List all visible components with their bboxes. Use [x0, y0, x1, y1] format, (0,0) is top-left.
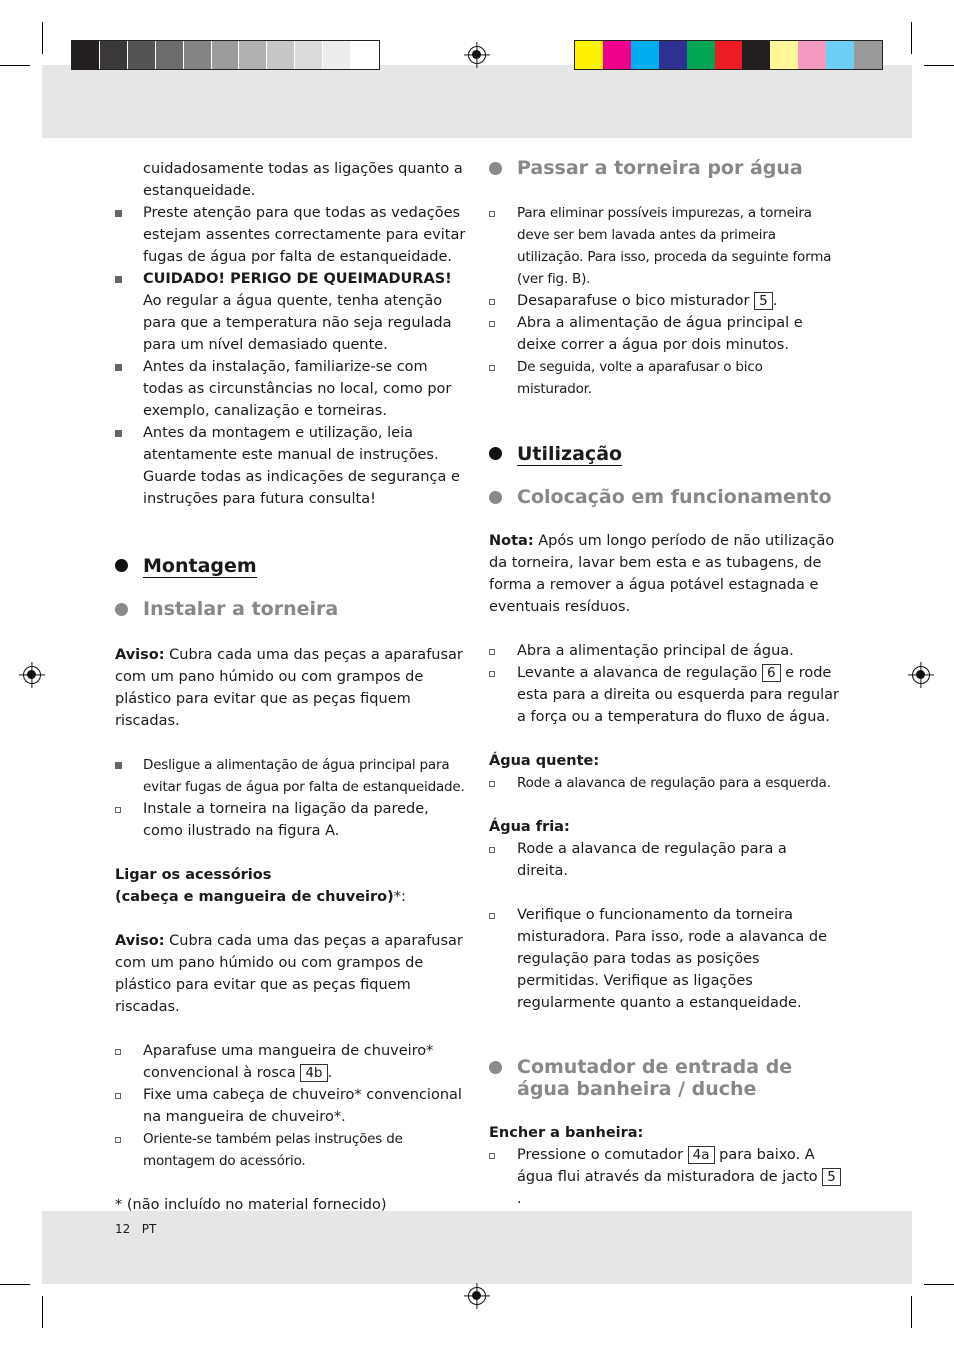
color-swatch	[770, 41, 798, 69]
checkbox-bullet-icon	[115, 1137, 121, 1143]
list-item: Levante a alavanca de regulação 6 e rode esta para a direita ou esquerda para regular a força ou a temperatura do fluxo de água.	[489, 662, 841, 728]
list-item: Rode a alavanca de regulação para a direita.	[489, 838, 841, 882]
list-item: Fixe uma cabeça de chuveiro* convencional na mangueira de chuveiro*.	[115, 1084, 467, 1128]
subheading-cold-water: Água fria:	[489, 819, 570, 835]
color-swatch	[659, 41, 687, 69]
crop-mark	[42, 1296, 43, 1328]
registration-mark-icon	[468, 46, 486, 64]
square-bullet-icon	[115, 364, 122, 371]
checkbox-bullet-icon	[489, 781, 495, 787]
figure-ref: 5	[822, 1168, 841, 1186]
crop-mark	[0, 1284, 30, 1285]
checkbox-bullet-icon	[115, 1093, 121, 1099]
list-item: Antes da instalação, familiarize-se com todas as circunstâncias no local, como por exemplo, canalização e torneiras.	[115, 356, 467, 422]
color-swatch	[631, 41, 659, 69]
crop-mark	[0, 65, 30, 66]
list-item: cuidadosamente todas as ligações quanto a estanqueidade.	[143, 161, 463, 199]
grey-swatch	[295, 41, 323, 69]
checkbox-bullet-icon	[115, 1049, 121, 1055]
header-band	[42, 65, 912, 138]
bullet-dot-icon	[489, 1061, 502, 1074]
crop-mark	[924, 1284, 954, 1285]
color-swatch	[798, 41, 826, 69]
checkbox-bullet-icon	[489, 1153, 495, 1159]
bullet-dot-icon	[489, 447, 502, 460]
figure-ref: 4b	[300, 1064, 327, 1082]
checkbox-bullet-icon	[489, 299, 495, 305]
color-swatch	[687, 41, 715, 69]
checkbox-bullet-icon	[489, 321, 495, 327]
square-bullet-icon	[115, 210, 122, 217]
list-item: De seguida, volte a aparafusar o bico misturador.	[489, 356, 841, 400]
list-item: Oriente-se também pelas instruções de montagem do acessório.	[115, 1128, 467, 1172]
language-code: PT	[141, 1222, 157, 1236]
bullet-dot-icon	[115, 603, 128, 616]
subsection-heading-comutador: Comutador de entrada de água banheira / duche	[489, 1056, 841, 1100]
square-bullet-icon	[115, 430, 122, 437]
color-swatch	[715, 41, 743, 69]
crop-mark	[42, 22, 43, 54]
figure-ref: 4a	[688, 1146, 715, 1164]
footnote: * (não incluído no material fornecido)	[115, 1197, 387, 1213]
list-item: Aparafuse uma mangueira de chuveiro* convencional à rosca 4b .	[115, 1040, 467, 1084]
list-item: Abra a alimentação principal de água.	[489, 640, 841, 662]
list-item: Abra a alimentação de água principal e deixe correr a água por dois minutos.	[489, 312, 841, 356]
grey-swatch	[156, 41, 184, 69]
checkbox-bullet-icon	[115, 807, 121, 813]
section-heading-utilizacao: Utilização	[489, 442, 841, 466]
checkbox-bullet-icon	[489, 211, 495, 217]
color-swatch	[854, 41, 882, 69]
list-item: Desaparafuse o bico misturador 5 .	[489, 290, 841, 312]
crop-mark	[911, 22, 912, 54]
subsection-heading-passar: Passar a torneira por água	[489, 157, 841, 179]
grey-swatch	[267, 41, 295, 69]
checkbox-bullet-icon	[489, 671, 495, 677]
figure-ref: 5	[754, 292, 773, 310]
warning-paragraph: Aviso: Cubra cada uma das peças a aparafusar com um pano húmido ou com grampos de plástico para evitar que as peças fiquem riscadas.	[115, 647, 463, 729]
footer-band	[42, 1211, 912, 1284]
crop-mark	[924, 65, 954, 66]
list-item: Pressione o comutador 4a para baixo. A água flui através da misturadora de jacto 5.	[489, 1144, 841, 1210]
grey-swatch	[212, 41, 240, 69]
checkbox-bullet-icon	[489, 847, 495, 853]
square-bullet-icon	[115, 762, 122, 769]
subheading-accessories: Ligar os acessórios (cabeça e mangueira de chuveiro)*:	[115, 867, 406, 905]
note-paragraph: Nota: Após um longo período de não utilização da torneira, lavar bem esta e as tubagens, de forma a remover a água potável estagnada e eventuais resíduos.	[489, 533, 835, 615]
grey-swatch-bar	[71, 40, 380, 70]
list-item: CUIDADO! PERIGO DE QUEIMADURAS! Ao regular a água quente, tenha atenção para que a temperatura não seja regulada para um nível demasiado quente.	[115, 268, 467, 356]
list-item: Antes da montagem e utilização, leia atentamente este manual de instruções. Guarde todas as indicações de segurança e instruções para futura consulta!	[115, 422, 467, 510]
checkbox-bullet-icon	[489, 365, 495, 371]
list-item: Instale a torneira na ligação da parede, como ilustrado na figura A.	[115, 798, 467, 842]
figure-ref: 6	[762, 664, 781, 682]
list-item: Desligue a alimentação de água principal para evitar fugas de água por falta de estanqueidade.	[115, 754, 467, 798]
registration-mark-icon	[468, 1287, 486, 1305]
warning-text: CUIDADO! PERIGO DE QUEIMADURAS!	[143, 271, 452, 287]
color-swatch	[826, 41, 854, 69]
registration-mark-icon	[23, 666, 41, 684]
section-heading-montagem: Montagem	[115, 554, 467, 578]
subsection-heading-instalar: Instalar a torneira	[115, 598, 467, 620]
checkbox-bullet-icon	[489, 913, 495, 919]
warning-paragraph: Aviso: Cubra cada uma das peças a aparafusar com um pano húmido ou com grampos de plástico para evitar que as peças fiquem riscadas.	[115, 933, 463, 1015]
checkbox-bullet-icon	[489, 649, 495, 655]
grey-swatch	[100, 41, 128, 69]
square-bullet-icon	[115, 276, 122, 283]
bullet-dot-icon	[489, 491, 502, 504]
subheading-fill-bath: Encher a banheira:	[489, 1125, 644, 1141]
subsection-heading-colocacao: Colocação em funcionamento	[489, 486, 841, 508]
list-item: Preste atenção para que todas as vedações estejam assentes correctamente para evitar fugas de água por falta de estanqueidade.	[115, 202, 467, 268]
list-item: Verifique o funcionamento da torneira misturadora. Para isso, rode a alavanca de regulação para todas as posições permitidas. Verifique as ligações regularmente quanto a estanqueidade.	[489, 904, 841, 1014]
left-column	[115, 158, 467, 1216]
grey-swatch	[351, 41, 379, 69]
page-footer	[115, 1222, 156, 1236]
color-swatch	[603, 41, 631, 69]
grey-swatch	[184, 41, 212, 69]
list-item: Para eliminar possíveis impurezas, a torneira deve ser bem lavada antes da primeira utilização. Para isso, proceda da seguinte forma (ver fig. B).	[489, 202, 841, 290]
grey-swatch	[128, 41, 156, 69]
page-number: 12	[115, 1222, 131, 1236]
grey-swatch	[323, 41, 351, 69]
color-swatch	[575, 41, 603, 69]
bullet-dot-icon	[489, 162, 502, 175]
registration-mark-icon	[912, 666, 930, 684]
grey-swatch	[239, 41, 267, 69]
color-swatch	[742, 41, 770, 69]
right-column	[489, 157, 841, 1210]
bullet-dot-icon	[115, 559, 128, 572]
list-item: Rode a alavanca de regulação para a esquerda.	[489, 772, 841, 794]
subheading-hot-water: Água quente:	[489, 753, 600, 769]
crop-mark	[911, 1296, 912, 1328]
grey-swatch	[72, 41, 100, 69]
color-swatch-bar	[574, 40, 883, 70]
